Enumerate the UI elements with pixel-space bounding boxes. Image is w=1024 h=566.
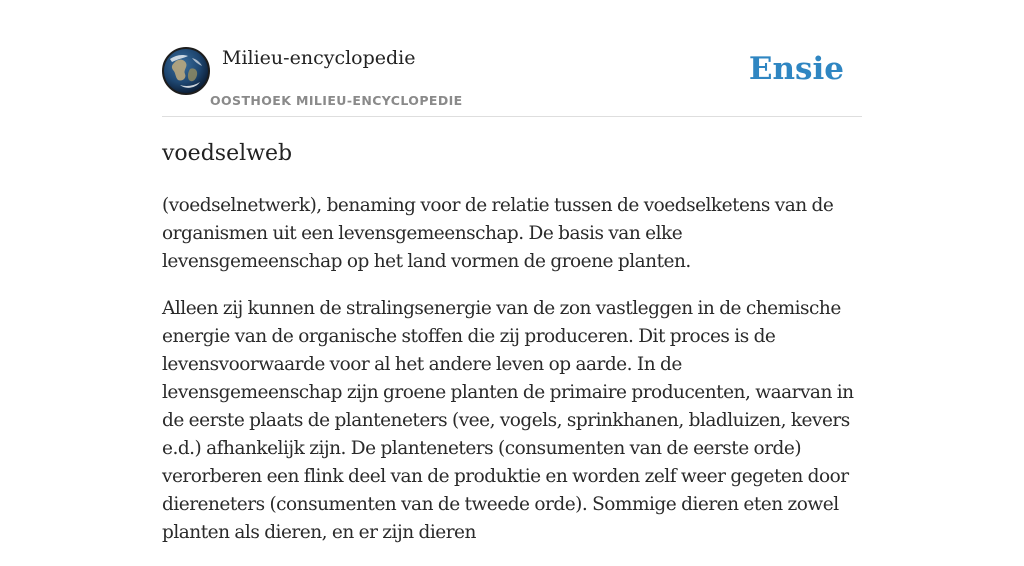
entry-headword: voedselweb <box>162 141 293 166</box>
site-subtitle[interactable]: OOSTHOEK MILIEU-ENCYCLOPEDIE <box>210 93 463 108</box>
earth-globe-graphic <box>164 49 208 93</box>
earth-globe-icon[interactable] <box>162 47 210 95</box>
site-header <box>162 0 862 117</box>
site-title[interactable]: Milieu-encyclopedie <box>222 47 416 69</box>
page-container <box>162 0 862 543</box>
entry-paragraph: (voedselnetwerk), benaming voor de relatie tussen de voedselketens van de organismen uit een levensgemeenschap. De basis van elke levensgemeenschap op het land vormen de groene planten. <box>162 195 834 272</box>
entry-content <box>162 192 862 566</box>
brand-logo[interactable]: Ensie <box>748 51 844 87</box>
entry-paragraph: Alleen zij kunnen de stralingsenergie van de zon vastleggen in de chemische energie van de organische stoffen die zij produceren. Dit proces is de levensvoorwaarde voor al het andere leven op aarde. In de levensgemeenschap zijn groene planten de primaire producenten, waarvan in de eerste plaats de planteneters (vee, vogels, sprinkhanen, bladluizen, kevers e.d.) afhankelijk zijn. De planteneters (consumenten van de eerste orde) verorberen een flink deel van de produktie en worden zelf weer gegeten door diereneters (consumenten van de tweede orde). Sommige dieren eten zowel planten als dieren, en er zijn dieren <box>162 298 854 543</box>
